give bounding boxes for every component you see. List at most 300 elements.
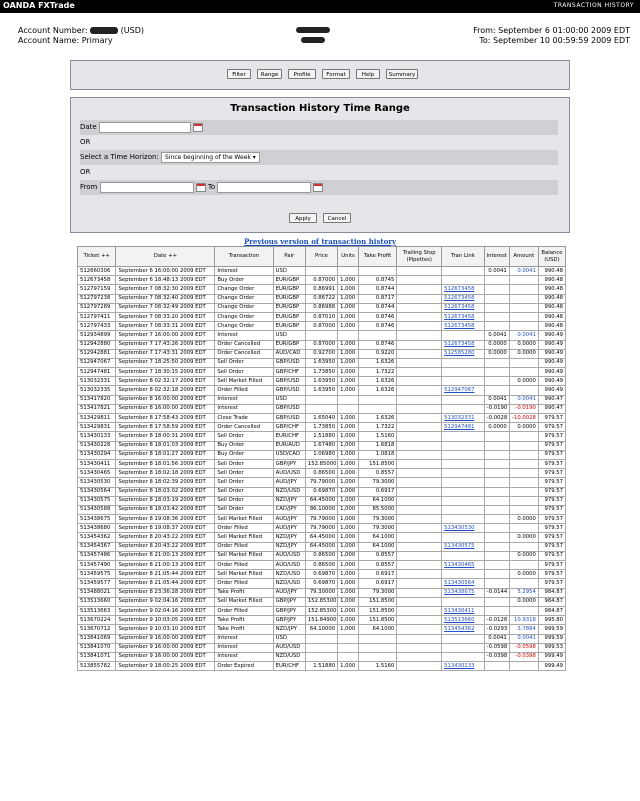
table-cell: Interest bbox=[215, 652, 273, 661]
table-cell: Sell Order bbox=[215, 469, 273, 478]
table-cell: 990.47 bbox=[538, 395, 565, 404]
table-cell: 0.0041 bbox=[484, 395, 509, 404]
table-cell: 513841071 bbox=[78, 652, 116, 661]
table-cell: September 7 08:32:30 2009 EDT bbox=[116, 285, 215, 294]
table-cell: 979.57 bbox=[538, 469, 565, 478]
table-row bbox=[78, 524, 566, 533]
account-currency: (USD) bbox=[120, 26, 144, 35]
tran-link[interactable]: 513438675 bbox=[442, 588, 485, 597]
table-cell bbox=[484, 322, 509, 331]
tran-link[interactable]: 512585280 bbox=[442, 349, 485, 358]
table-cell: 1,000 bbox=[338, 597, 359, 606]
to-input[interactable] bbox=[217, 182, 311, 193]
table-cell: 5.2954 bbox=[509, 588, 538, 597]
table-cell: NZD/USD bbox=[273, 487, 305, 496]
table-cell: Take Profit bbox=[215, 625, 273, 634]
table-cell: 990.48 bbox=[538, 267, 565, 276]
table-cell: 990.49 bbox=[538, 368, 565, 377]
table-cell: 513670712 bbox=[78, 625, 116, 634]
table-cell: 0.87000 bbox=[305, 276, 337, 285]
chevron-down-icon: ▾ bbox=[252, 153, 256, 161]
profile-button[interactable]: Profile bbox=[288, 69, 316, 79]
table-cell: Interest bbox=[215, 634, 273, 643]
table-cell: 1,000 bbox=[338, 450, 359, 459]
summary-button[interactable]: Summary bbox=[386, 69, 418, 79]
table-cell: Order Filled bbox=[215, 606, 273, 615]
table-cell: September 8 21:00:13 2009 EDT bbox=[116, 561, 215, 570]
table-cell: 1.63950 bbox=[305, 358, 337, 367]
table-cell: 1.6326 bbox=[358, 414, 396, 423]
table-cell: 512947067 bbox=[78, 358, 116, 367]
table-cell: NZD/JPY bbox=[273, 533, 305, 542]
help-button[interactable]: Help bbox=[356, 69, 380, 79]
tran-link[interactable]: 512673458 bbox=[442, 294, 485, 303]
table-cell: September 6 16:00:00 2009 EDT bbox=[116, 267, 215, 276]
table-cell: 513429831 bbox=[78, 423, 116, 432]
table-cell: 990.48 bbox=[538, 303, 565, 312]
table-cell bbox=[305, 331, 337, 340]
table-cell: 1,000 bbox=[338, 414, 359, 423]
table-cell: September 8 18:02:39 2009 EDT bbox=[116, 478, 215, 487]
table-cell bbox=[305, 652, 337, 661]
table-cell bbox=[484, 303, 509, 312]
table-cell: 1,000 bbox=[338, 386, 359, 395]
tran-link[interactable]: 512673458 bbox=[442, 303, 485, 312]
app-title: OANDA FXTrade bbox=[3, 1, 75, 10]
table-cell: Sell Order bbox=[215, 496, 273, 505]
table-cell bbox=[442, 505, 485, 514]
table-cell: 0.8557 bbox=[358, 551, 396, 560]
table-cell bbox=[338, 331, 359, 340]
table-cell: 1,000 bbox=[338, 349, 359, 358]
tran-link[interactable]: 513454362 bbox=[442, 625, 485, 634]
table-cell: 1.63950 bbox=[305, 377, 337, 386]
table-cell: 979.57 bbox=[538, 441, 565, 450]
table-row bbox=[78, 377, 566, 386]
table-cell: NZD/JPY bbox=[273, 625, 305, 634]
table-cell bbox=[397, 524, 442, 533]
table-cell: September 9 16:00:00 2009 EDT bbox=[116, 643, 215, 652]
table-cell bbox=[509, 294, 538, 303]
table-cell: EUR/GBP bbox=[273, 322, 305, 331]
table-row bbox=[78, 625, 566, 634]
table-cell bbox=[484, 570, 509, 579]
table-cell bbox=[397, 588, 442, 597]
table-cell: September 8 18:01:56 2009 EDT bbox=[116, 459, 215, 468]
table-cell: 1,000 bbox=[338, 588, 359, 597]
table-cell: 979.57 bbox=[538, 459, 565, 468]
table-cell: 979.57 bbox=[538, 579, 565, 588]
table-cell: September 8 23:36:28 2009 EDT bbox=[116, 588, 215, 597]
column-header: Trailing Stop (Pipettes) bbox=[397, 247, 442, 267]
table-cell bbox=[397, 276, 442, 285]
table-cell: 0.0000 bbox=[509, 515, 538, 524]
table-cell: 513513660 bbox=[78, 597, 116, 606]
table-cell: September 7 08:32:40 2009 EDT bbox=[116, 294, 215, 303]
table-row bbox=[78, 303, 566, 312]
table-cell: 513417821 bbox=[78, 404, 116, 413]
table-row bbox=[78, 505, 566, 514]
table-cell bbox=[442, 459, 485, 468]
table-cell bbox=[397, 349, 442, 358]
table-cell bbox=[338, 267, 359, 276]
table-cell: 0.8557 bbox=[358, 561, 396, 570]
table-cell: USD bbox=[273, 634, 305, 643]
table-cell: 513457486 bbox=[78, 551, 116, 560]
tran-link[interactable]: 513430411 bbox=[442, 606, 485, 615]
table-cell bbox=[442, 496, 485, 505]
table-cell: -0.0293 bbox=[484, 625, 509, 634]
table-cell: EUR/CHF bbox=[273, 432, 305, 441]
table-cell: Order Filled bbox=[215, 561, 273, 570]
table-cell: 979.57 bbox=[538, 551, 565, 560]
table-cell: 1,000 bbox=[338, 303, 359, 312]
table-cell: 79.79000 bbox=[305, 524, 337, 533]
table-cell bbox=[442, 634, 485, 643]
table-cell: 984.87 bbox=[538, 588, 565, 597]
table-cell: AUD/JPY bbox=[273, 588, 305, 597]
table-cell: 151.84900 bbox=[305, 616, 337, 625]
table-row bbox=[78, 606, 566, 615]
table-cell: 513855782 bbox=[78, 662, 116, 671]
table-cell: 0.92700 bbox=[305, 349, 337, 358]
table-cell: 513454362 bbox=[78, 533, 116, 542]
table-cell: Sell Market Filled bbox=[215, 515, 273, 524]
table-cell bbox=[484, 441, 509, 450]
tran-link[interactable]: 512673458 bbox=[442, 312, 485, 321]
table-cell: 64.45000 bbox=[305, 496, 337, 505]
table-cell: September 9 16:00:00 2009 EDT bbox=[116, 634, 215, 643]
table-cell: Sell Order bbox=[215, 505, 273, 514]
table-cell: 512947481 bbox=[78, 368, 116, 377]
table-cell: 990.47 bbox=[538, 404, 565, 413]
table-cell: 513430564 bbox=[78, 487, 116, 496]
table-cell: 1,000 bbox=[338, 524, 359, 533]
table-cell: Take Profit bbox=[215, 588, 273, 597]
table-cell bbox=[484, 358, 509, 367]
table-cell: 990.49 bbox=[538, 349, 565, 358]
table-cell: September 7 18:25:50 2009 EDT bbox=[116, 358, 215, 367]
table-cell: Sell Order bbox=[215, 459, 273, 468]
table-cell: 513513663 bbox=[78, 606, 116, 615]
table-cell: 0.8746 bbox=[358, 340, 396, 349]
table-row bbox=[78, 450, 566, 459]
table-cell bbox=[397, 414, 442, 423]
column-header[interactable]: Date ++ bbox=[116, 247, 215, 267]
table-row bbox=[78, 515, 566, 524]
table-cell bbox=[397, 616, 442, 625]
table-cell: 1,000 bbox=[338, 625, 359, 634]
calendar-icon[interactable] bbox=[193, 123, 203, 132]
table-row bbox=[78, 294, 566, 303]
table-cell bbox=[484, 533, 509, 542]
tran-link[interactable]: 513430575 bbox=[442, 542, 485, 551]
table-cell bbox=[509, 450, 538, 459]
table-cell bbox=[397, 377, 442, 386]
table-cell bbox=[397, 441, 442, 450]
table-cell: September 8 17:58:59 2009 EDT bbox=[116, 423, 215, 432]
table-row bbox=[78, 340, 566, 349]
tran-link[interactable]: 512947067 bbox=[442, 386, 485, 395]
tran-link[interactable]: 513032331 bbox=[442, 414, 485, 423]
calendar-icon[interactable] bbox=[196, 183, 206, 192]
table-cell: 1,000 bbox=[338, 496, 359, 505]
table-cell bbox=[442, 432, 485, 441]
table-row bbox=[78, 579, 566, 588]
table-cell: 512797159 bbox=[78, 285, 116, 294]
table-cell bbox=[442, 487, 485, 496]
tran-link[interactable]: 512673458 bbox=[442, 285, 485, 294]
table-cell: 513430575 bbox=[78, 496, 116, 505]
table-cell: 979.57 bbox=[538, 533, 565, 542]
column-header[interactable]: Ticket ++ bbox=[78, 247, 116, 267]
table-cell: 990.48 bbox=[538, 285, 565, 294]
table-cell: September 8 21:05:44 2009 EDT bbox=[116, 579, 215, 588]
horizon-select[interactable] bbox=[161, 152, 260, 163]
table-cell: 64.10000 bbox=[305, 625, 337, 634]
date-input[interactable] bbox=[99, 122, 191, 133]
table-cell: September 8 16:00:00 2009 EDT bbox=[116, 404, 215, 413]
transaction-table bbox=[77, 246, 566, 671]
calendar-icon[interactable] bbox=[313, 183, 323, 192]
table-cell bbox=[442, 450, 485, 459]
table-cell: 513454367 bbox=[78, 542, 116, 551]
table-cell: EUR/GBP bbox=[273, 340, 305, 349]
table-cell bbox=[442, 478, 485, 487]
table-cell: GBP/USD bbox=[273, 414, 305, 423]
table-cell: September 8 16:00:00 2009 EDT bbox=[116, 395, 215, 404]
table-cell: 79.3000 bbox=[358, 515, 396, 524]
cancel-button[interactable]: Cancel bbox=[323, 213, 351, 223]
table-row bbox=[78, 542, 566, 551]
table-cell bbox=[484, 459, 509, 468]
table-cell: 1,000 bbox=[338, 423, 359, 432]
table-cell bbox=[484, 487, 509, 496]
table-cell bbox=[509, 358, 538, 367]
table-row bbox=[78, 533, 566, 542]
table-row bbox=[78, 469, 566, 478]
table-cell bbox=[484, 551, 509, 560]
date-label: Date bbox=[80, 123, 97, 131]
table-cell: Close Trade bbox=[215, 414, 273, 423]
apply-button[interactable]: Apply bbox=[289, 213, 317, 223]
table-cell: 512797238 bbox=[78, 294, 116, 303]
tran-link[interactable]: 513430564 bbox=[442, 579, 485, 588]
column-header: Amount bbox=[509, 247, 538, 267]
table-cell bbox=[397, 423, 442, 432]
table-cell: 1,000 bbox=[338, 606, 359, 615]
account-number-label: Account Number: bbox=[18, 26, 88, 35]
table-row bbox=[78, 432, 566, 441]
table-cell: 10.9318 bbox=[509, 616, 538, 625]
table-cell: 999.53 bbox=[538, 643, 565, 652]
table-cell: AUD/USD bbox=[273, 561, 305, 570]
column-header: Balance (USD) bbox=[538, 247, 565, 267]
table-cell: 1.6818 bbox=[358, 441, 396, 450]
table-cell bbox=[397, 570, 442, 579]
table-cell: Take Profit bbox=[215, 616, 273, 625]
table-cell bbox=[338, 395, 359, 404]
table-cell bbox=[338, 634, 359, 643]
previous-version-link[interactable]: Previous version of transaction history bbox=[243, 237, 397, 246]
table-row bbox=[78, 285, 566, 294]
table-cell: 0.86500 bbox=[305, 469, 337, 478]
table-cell: 151.8500 bbox=[358, 616, 396, 625]
table-row bbox=[78, 441, 566, 450]
tran-link[interactable]: 513430133 bbox=[442, 662, 485, 671]
table-cell: September 9 16:00:00 2009 EDT bbox=[116, 652, 215, 661]
table-cell: 979.57 bbox=[538, 432, 565, 441]
table-cell: Change Order bbox=[215, 303, 273, 312]
table-cell bbox=[442, 570, 485, 579]
table-cell: 0.8744 bbox=[358, 285, 396, 294]
table-cell bbox=[442, 643, 485, 652]
table-cell: 0.86500 bbox=[305, 551, 337, 560]
table-cell: Sell Market Filled bbox=[215, 570, 273, 579]
table-cell: 990.48 bbox=[538, 276, 565, 285]
date-row bbox=[80, 120, 558, 135]
column-header: Tran Link bbox=[442, 247, 485, 267]
table-cell: 513430411 bbox=[78, 459, 116, 468]
table-cell bbox=[442, 267, 485, 276]
table-cell: September 8 21:00:13 2009 EDT bbox=[116, 551, 215, 560]
table-cell: NZD/USD bbox=[273, 579, 305, 588]
table-cell bbox=[397, 432, 442, 441]
table-cell: Interest bbox=[215, 331, 273, 340]
table-cell bbox=[484, 432, 509, 441]
table-cell: Change Order bbox=[215, 322, 273, 331]
from-input[interactable] bbox=[100, 182, 194, 193]
table-cell bbox=[397, 285, 442, 294]
table-cell bbox=[305, 395, 337, 404]
table-cell: 1.73850 bbox=[305, 368, 337, 377]
table-cell: 0.8746 bbox=[358, 312, 396, 321]
table-cell: 513430588 bbox=[78, 505, 116, 514]
table-cell: September 6 18:48:13 2009 EDT bbox=[116, 276, 215, 285]
range-button[interactable]: Range bbox=[257, 69, 282, 79]
table-cell: 1,000 bbox=[338, 358, 359, 367]
table-cell bbox=[509, 312, 538, 321]
table-cell: Order Filled bbox=[215, 542, 273, 551]
table-cell bbox=[509, 469, 538, 478]
table-cell bbox=[397, 662, 442, 671]
table-cell: 1.6326 bbox=[358, 358, 396, 367]
table-cell: GBP/CHF bbox=[273, 423, 305, 432]
table-cell: 512942881 bbox=[78, 349, 116, 358]
table-cell: Order Filled bbox=[215, 579, 273, 588]
tran-link[interactable]: 512673458 bbox=[442, 322, 485, 331]
table-cell: -0.0144 bbox=[484, 588, 509, 597]
table-cell bbox=[397, 312, 442, 321]
table-cell: 513457490 bbox=[78, 561, 116, 570]
tran-link[interactable]: 513513660 bbox=[442, 616, 485, 625]
table-cell: 1.63950 bbox=[305, 386, 337, 395]
table-cell bbox=[509, 276, 538, 285]
table-cell: September 7 08:33:31 2009 EDT bbox=[116, 322, 215, 331]
table-cell bbox=[509, 487, 538, 496]
table-cell: -0.0128 bbox=[484, 616, 509, 625]
column-header: Take Profit bbox=[358, 247, 396, 267]
table-cell: 1,000 bbox=[338, 478, 359, 487]
table-cell bbox=[442, 597, 485, 606]
format-button[interactable]: Format bbox=[322, 69, 350, 79]
or-label: OR bbox=[80, 138, 91, 146]
table-cell: 152.85300 bbox=[305, 606, 337, 615]
horizon-row bbox=[80, 150, 558, 165]
table-cell bbox=[305, 643, 337, 652]
table-cell: USD bbox=[273, 395, 305, 404]
table-cell: 513670224 bbox=[78, 616, 116, 625]
table-cell bbox=[397, 322, 442, 331]
table-cell: 79.3000 bbox=[358, 478, 396, 487]
table-cell: 64.1000 bbox=[358, 542, 396, 551]
tran-link[interactable]: 513430465 bbox=[442, 561, 485, 570]
table-row bbox=[78, 276, 566, 285]
tran-link[interactable]: 513430530 bbox=[442, 524, 485, 533]
table-cell: 64.45000 bbox=[305, 533, 337, 542]
table-cell bbox=[338, 652, 359, 661]
table-row bbox=[78, 662, 566, 671]
table-cell: 86.10000 bbox=[305, 505, 337, 514]
filter-button[interactable]: Filter bbox=[227, 69, 251, 79]
table-cell: 0.0000 bbox=[509, 551, 538, 560]
table-cell: 1.06980 bbox=[305, 450, 337, 459]
tran-link[interactable]: 512947481 bbox=[442, 423, 485, 432]
table-cell bbox=[442, 652, 485, 661]
table-cell: Order Cancelled bbox=[215, 349, 273, 358]
table-cell: September 8 19:08:36 2009 EDT bbox=[116, 515, 215, 524]
table-cell: 64.45000 bbox=[305, 542, 337, 551]
table-cell: 0.0000 bbox=[509, 340, 538, 349]
horizon-label: Select a Time Horizon: bbox=[80, 153, 159, 161]
table-cell bbox=[442, 515, 485, 524]
table-cell: 1,000 bbox=[338, 377, 359, 386]
table-cell bbox=[484, 478, 509, 487]
table-cell: 513032331 bbox=[78, 377, 116, 386]
table-row bbox=[78, 487, 566, 496]
tran-link[interactable]: 512673458 bbox=[442, 340, 485, 349]
table-cell bbox=[484, 579, 509, 588]
table-cell: Buy Order bbox=[215, 450, 273, 459]
table-cell: 64.1000 bbox=[358, 625, 396, 634]
table-cell bbox=[509, 662, 538, 671]
table-row bbox=[78, 561, 566, 570]
table-cell: 0.0000 bbox=[509, 533, 538, 542]
table-cell: September 8 18:02:18 2009 EDT bbox=[116, 469, 215, 478]
table-row bbox=[78, 551, 566, 560]
table-cell bbox=[509, 285, 538, 294]
table-cell bbox=[397, 487, 442, 496]
menu-panel bbox=[70, 60, 570, 90]
table-cell: GBP/JPY bbox=[273, 606, 305, 615]
table-cell: 0.0041 bbox=[484, 634, 509, 643]
table-cell: 1,000 bbox=[338, 616, 359, 625]
table-cell: -0.0398 bbox=[484, 652, 509, 661]
table-row bbox=[78, 643, 566, 652]
table-cell: September 8 18:03:02 2009 EDT bbox=[116, 487, 215, 496]
table-cell: 1.5160 bbox=[358, 432, 396, 441]
column-header: Interest bbox=[484, 247, 509, 267]
table-cell bbox=[509, 386, 538, 395]
table-cell: 0.86722 bbox=[305, 294, 337, 303]
table-cell: 0.0041 bbox=[509, 634, 538, 643]
table-cell: 152.85000 bbox=[305, 459, 337, 468]
table-cell bbox=[397, 340, 442, 349]
account-name-label: Account Name: bbox=[18, 35, 80, 45]
table-cell: 1,000 bbox=[338, 441, 359, 450]
table-cell: 513430228 bbox=[78, 441, 116, 450]
table-cell: EUR/GBP bbox=[273, 294, 305, 303]
